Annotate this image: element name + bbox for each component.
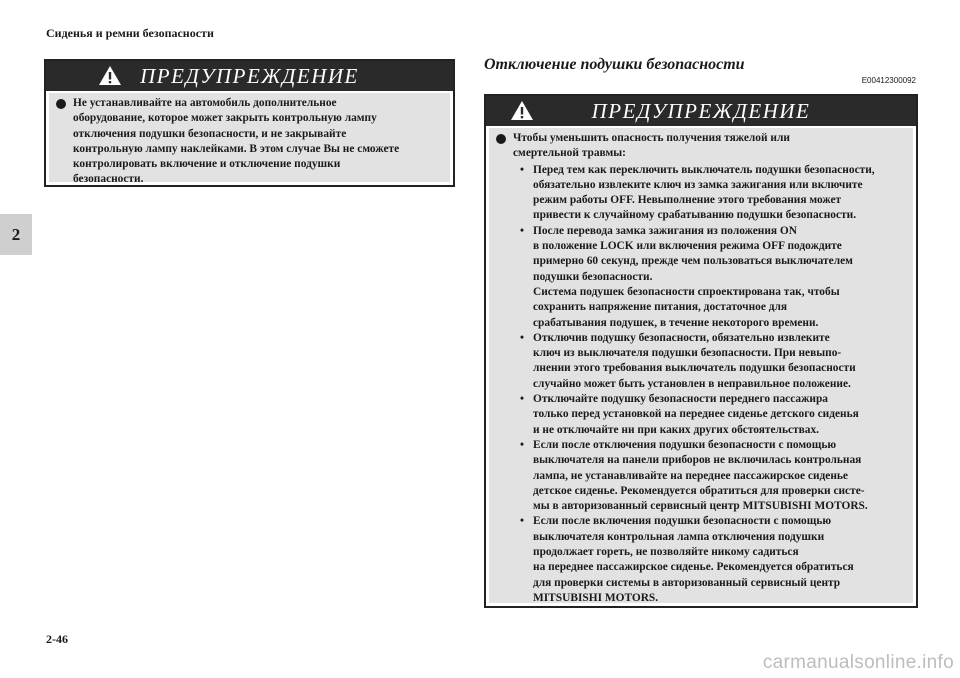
section-title: Отключение подушки безопасности xyxy=(484,56,745,73)
warning-box-right xyxy=(484,94,918,608)
text-line: Отключив подушку безопасности, обязательно извлеките xyxy=(533,331,830,344)
bullet-list xyxy=(513,163,907,607)
bullet-icon: • xyxy=(520,393,524,406)
warning-triangle-icon xyxy=(510,100,534,121)
page-number: 2-46 xyxy=(46,632,68,646)
list-item xyxy=(513,224,907,331)
list-item xyxy=(513,392,907,438)
warning-item xyxy=(495,131,907,606)
warning-title: ПРЕДУПРЕЖДЕНИЕ xyxy=(140,63,359,88)
list-item xyxy=(513,331,907,392)
text-line: Отключайте подушку безопасности переднего пассажира xyxy=(533,393,828,406)
text-line: только перед установкой на переднее сиденье детского сиденья xyxy=(533,408,859,421)
text-line: мы в авторизованный сервисный центр MITSUBISHI MOTORS. xyxy=(533,500,868,513)
text-line: случайно может быть установлен в неправильное положение. xyxy=(533,377,851,390)
text-line: Если после отключения подушки безопасности с помощью xyxy=(533,438,837,451)
list-item xyxy=(513,514,907,606)
text-line: MITSUBISHI MOTORS. xyxy=(533,591,659,604)
text-line: срабатывания подушек, в течение некоторого времени. xyxy=(533,316,819,329)
warning-box-left xyxy=(44,59,455,187)
text-line: После перевода замка зажигания из положения ON xyxy=(533,224,798,237)
text-line: лампа, не устанавливайте на переднее пассажирское сиденье xyxy=(533,469,848,482)
warning-triangle-icon xyxy=(98,65,122,86)
text-line: на переднее пассажирское сиденье. Рекомендуется обратиться xyxy=(533,561,854,574)
bullet-icon: • xyxy=(520,515,524,528)
bullet-dot-icon xyxy=(56,99,66,109)
bullet-icon: • xyxy=(520,224,524,237)
watermark: carmanualsonline.info xyxy=(762,652,954,673)
text-line: контрольную лампу наклейками. В этом случае Вы не сможете xyxy=(73,142,400,155)
text-line: детское сиденье. Рекомендуется обратиться для проверки систе- xyxy=(533,484,865,497)
text-line: контролировать включение и отключение подушки xyxy=(73,158,341,171)
running-header: Сиденья и ремни безопасности xyxy=(46,26,214,40)
list-item xyxy=(513,163,907,224)
warning-header xyxy=(46,61,453,93)
text-line: выключателя контрольная лампа отключения подушки xyxy=(533,530,825,543)
warning-title: ПРЕДУПРЕЖДЕНИЕ xyxy=(591,98,811,123)
warning-body xyxy=(489,128,913,603)
text-line: в положение LOCK или включения режима OFF подождите xyxy=(533,240,842,253)
text-line: выключателя на панели приборов не включилась контрольная xyxy=(533,454,862,467)
text-line: режим работы OFF. Невыполнение этого требования может xyxy=(533,194,842,207)
bullet-icon: • xyxy=(520,438,524,451)
text-line: обязательно извлеките ключ из замка зажигания или включите xyxy=(533,178,863,191)
chapter-tab: 2 xyxy=(0,214,32,255)
warning-header xyxy=(486,96,916,128)
text-line: продолжает гореть, не позволяйте никому садиться xyxy=(533,546,799,559)
warning-body xyxy=(49,93,450,186)
bullet-dot-icon xyxy=(496,134,506,144)
text-line: лнении этого требования выключатель подушки безопасности xyxy=(533,362,856,375)
text-line: Система подушек безопасности спроектирована так, чтобы xyxy=(533,285,840,298)
section-code: E00412300092 xyxy=(861,76,916,85)
warning-item xyxy=(55,96,444,188)
text-line: безопасности. xyxy=(73,173,144,186)
text-line: для проверки системы в авторизованный сервисный центр xyxy=(533,576,841,589)
bullet-icon: • xyxy=(520,163,524,176)
text-line: подушки безопасности. xyxy=(533,270,653,283)
text-line: Если после включения подушки безопасности с помощью xyxy=(533,515,832,528)
text-line: Чтобы уменьшить опасность получения тяжелой или xyxy=(513,132,790,144)
list-item xyxy=(513,438,907,514)
text-line: оборудование, которое может закрыть контрольную лампу xyxy=(73,112,377,125)
bullet-icon: • xyxy=(520,331,524,344)
text-line: сохранить напряжение питания, достаточное для xyxy=(533,301,788,314)
text-line: ключ из выключателя подушки безопасности. При невыпо- xyxy=(533,347,842,360)
text-line: и не отключайте ни при каких других обстоятельствах. xyxy=(533,423,820,436)
text-line: смертельной травмы: xyxy=(513,147,626,160)
text-line: отключения подушки безопасности, и не закрывайте xyxy=(73,127,347,140)
text-line: привести к случайному срабатыванию подушки безопасности. xyxy=(533,209,857,222)
text-line: Не устанавливайте на автомобиль дополнительное xyxy=(73,97,337,109)
text-line: примерно 60 секунд, прежде чем пользоваться выключателем xyxy=(533,255,853,268)
text-line: Перед тем как переключить выключатель подушки безопасности, xyxy=(533,163,875,176)
